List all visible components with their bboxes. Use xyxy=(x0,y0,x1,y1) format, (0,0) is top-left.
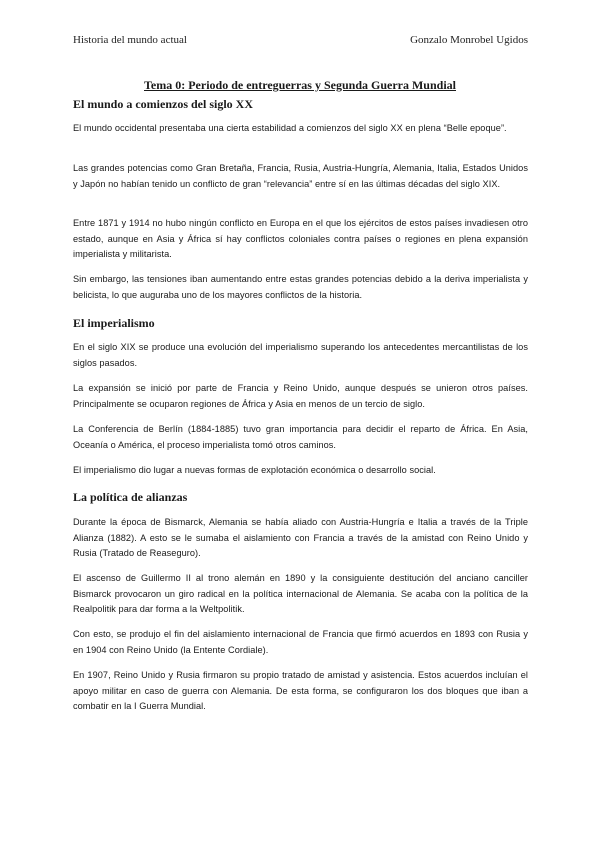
paragraph: El mundo occidental presentaba una cierta estabilidad a comienzos del siglo XX en plena “Belle epoque”. xyxy=(73,123,507,133)
paragraph: Entre 1871 y 1914 no hubo ningún conflicto en Europa en el que los ejércitos de estos países invadiesen otro estado, aunque en Asia y África sí hay conflictos coloniales contra países o regiones en plena expansión imperialista y militarista. xyxy=(73,218,528,259)
paragraph: Sin embargo, las tensiones iban aumentando entre estas grandes potencias debido a la deriva imperialista y belicista, lo que auguraba uno de los mayores conflictos de la historia. xyxy=(73,274,528,300)
paragraph: La expansión se inició por parte de Francia y Reino Unido, aunque después se unieron otros países. Principalmente se ocuparon regiones de África y Asia en menos de un tercio de siglo. xyxy=(73,383,528,409)
section-heading: El mundo a comienzos del siglo XX xyxy=(73,97,254,111)
paragraph: En 1907, Reino Unido y Rusia firmaron su propio tratado de amistad y asistencia. Estos acuerdos incluían el apoyo militar en caso de guerra con Alemania. De esta forma, se configuraron los dos bloques que iban a combatir en la I Guerra Mundial. xyxy=(73,670,528,711)
document-title: Tema 0: Periodo de entreguerras y Segunda Guerra Mundial xyxy=(144,78,456,92)
paragraph: Durante la época de Bismarck, Alemania se había aliado con Austria-Hungría e Italia a través de la Triple Alianza (1882). A esto se le sumaba el aislamiento con Francia a través de la amistad con Reino Unido y Rusia (Tratado de Reaseguro). xyxy=(73,517,528,558)
paragraph: Las grandes potencias como Gran Bretaña, Francia, Rusia, Austria-Hungría, Alemania, Italia, Estados Unidos y Japón no habían tenido un conflicto de gran “relevancia” entre sí en las últimas décadas del siglo XIX. xyxy=(73,163,528,189)
paragraph: En el siglo XIX se produce una evolución del imperialismo superando los antecedentes mercantilistas de los siglos pasados. xyxy=(73,342,528,368)
page-header xyxy=(73,34,528,46)
paragraph: Con esto, se produjo el fin del aislamiento internacional de Francia que firmó acuerdos en 1893 con Rusia y en 1904 con Reino Unido (la Entente Cordiale). xyxy=(73,629,528,655)
paragraph: El imperialismo dio lugar a nuevas formas de explotación económica o desarrollo social. xyxy=(73,465,436,475)
paragraph: El ascenso de Guillermo II al trono alemán en 1890 y la consiguiente destitución del anciano canciller Bismarck provocaron un giro radical en la política internacional de Alemania. Se acaba con la política de la Realpolitik para dar forma a la Weltpolitik. xyxy=(73,573,528,614)
header-author: Gonzalo Monrobel Ugidos xyxy=(410,34,528,46)
paragraph: La Conferencia de Berlín (1884-1885) tuvo gran importancia para decidir el reparto de África. En Asia, Oceanía o América, el proceso imperialista tomó otros caminos. xyxy=(73,424,528,450)
section-heading: La política de alianzas xyxy=(73,490,188,504)
section-heading: El imperialismo xyxy=(73,316,155,330)
header-course-title: Historia del mundo actual xyxy=(73,34,187,46)
